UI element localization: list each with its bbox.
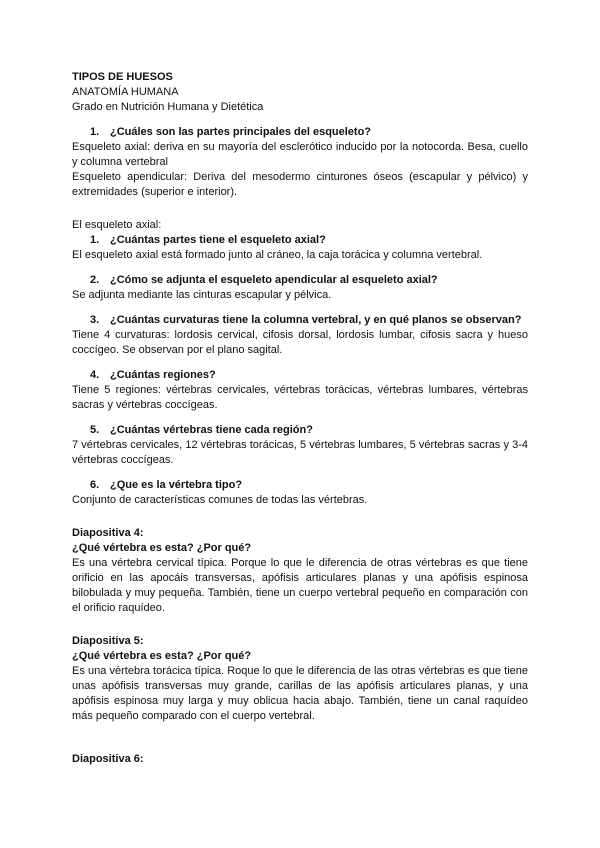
answer-paragraph: Esqueleto apendicular: Deriva del mesodermo cinturones óseos (escapular y pélvico) y extremidades (superior e interior). (72, 171, 528, 198)
question-heading: 1. ¿Cuántas partes tiene el esqueleto axial? (90, 234, 326, 246)
answer-paragraph: Conjunto de características comunes de todas las vértebras. (72, 494, 368, 506)
document-title: TIPOS DE HUESOS (72, 71, 173, 83)
question-heading: 6. ¿Que es la vértebra tipo? (90, 479, 243, 491)
slide-question: ¿Qué vértebra es esta? ¿Por qué? (72, 650, 252, 662)
answer-paragraph: Esqueleto axial: deriva en su mayoría del esclerótico inducido por la notocorda. Besa, cuello y columna vertebral (72, 141, 528, 168)
slide-answer: Es una vértebra cervical típica. Porque lo que le diferencia de otras vértebras es que tiene orificio en las apocáis transversas, apófisis articulares planas y una apófisis espinosa bilobulada y muy pequeña. También, tiene un cuerpo vertebral pequeño en comparación con el orificio raquídeo. (72, 557, 528, 614)
slide-question: ¿Qué vértebra es esta? ¿Por qué? (72, 542, 252, 554)
slide-label: Diapositiva 4: (72, 527, 144, 539)
subject-line: ANATOMÍA HUMANA (72, 86, 179, 98)
document-body (72, 70, 528, 767)
question-heading: 2. ¿Cómo se adjunta el esqueleto apendicular al esqueleto axial? (90, 274, 438, 286)
answer-paragraph: Tiene 5 regiones: vértebras cervicales, vértebras torácicas, vértebras lumbares, vértebras sacras y vértebras coccígeas. (72, 384, 528, 411)
question-heading: 3. ¿Cuántas curvaturas tiene la columna vertebral, y en qué planos se observan? (90, 314, 522, 326)
question-heading: 4. ¿Cuántas regiones? (90, 369, 216, 381)
slide-label: Diapositiva 6: (72, 753, 144, 765)
answer-paragraph: Se adjunta mediante las cinturas escapular y pélvica. (72, 289, 332, 301)
axial-intro: El esqueleto axial: (72, 219, 162, 231)
answer-paragraph: 7 vértebras cervicales, 12 vértebras torácicas, 5 vértebras lumbares, 5 vértebras sacras y 3-4 vértebras coccígeas. (72, 439, 528, 466)
answer-paragraph: Tiene 4 curvaturas: lordosis cervical, cifosis dorsal, lordosis lumbar, cifosis sacra y hueso coccígeo. Se observan por el plano sagital. (72, 329, 528, 356)
slide-label: Diapositiva 5: (72, 635, 144, 647)
degree-line: Grado en Nutrición Humana y Dietética (72, 101, 264, 113)
answer-paragraph: El esqueleto axial está formado junto al cráneo, la caja torácica y columna vertebral. (72, 249, 483, 261)
slide-answer: Es una vértebra torácica típica. Roque lo que le diferencia de las otras vértebras es que tiene unas apófisis transversas muy grande, carillas de las apófisis articulares planas, y una apófisis espinosa muy larga y muy oblicua hacia abajo. También, tiene un canal raquídeo más pequeño comparado con el cuerpo vertebral. (72, 665, 528, 722)
question-heading: 1. ¿Cuáles son las partes principales del esqueleto? (90, 126, 372, 138)
question-heading: 5. ¿Cuántas vértebras tiene cada región? (90, 424, 313, 436)
